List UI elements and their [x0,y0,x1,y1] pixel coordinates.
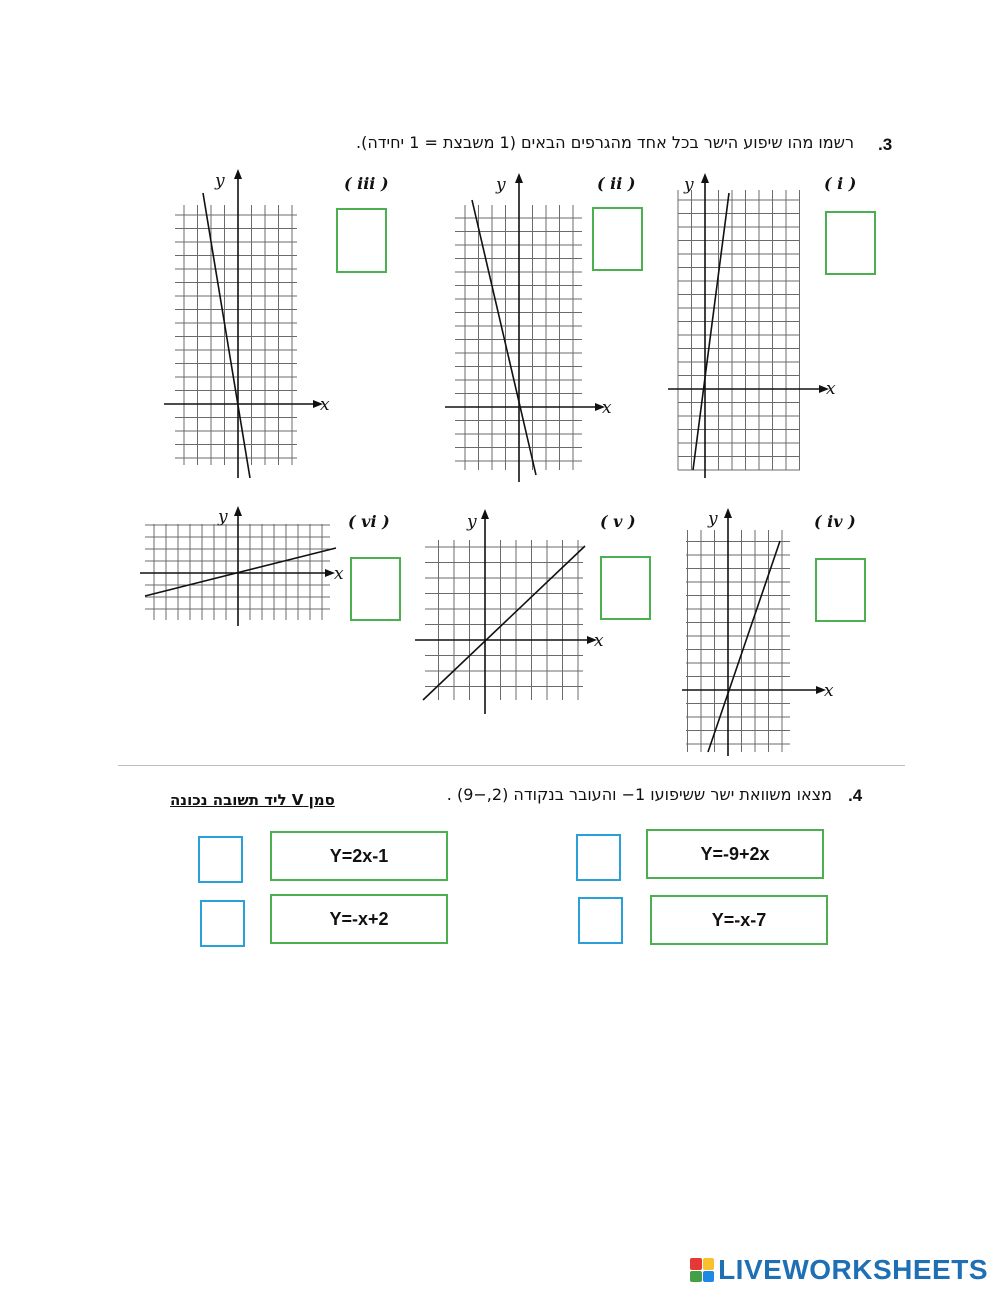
option-3-label: Y=-x-7 [650,895,828,945]
y-axis-label: y [218,507,228,527]
logo-text: LIVEWORKSHEETS [718,1254,988,1285]
checkbox-option-4[interactable] [200,900,245,947]
question-4-number: .4 [848,786,863,805]
x-axis-label: x [602,398,612,418]
graph-iii-label: ( iii ) [344,174,389,193]
x-axis-label: x [320,395,330,415]
option-4-label: Y=-x+2 [270,894,448,944]
question-4-text: מצאו משוואת ישר ששיפועו 1− והעובר בנקודה (2,−9) . [446,785,832,804]
question-3-text: רשמו מהו שיפוע הישר בכל אחד מהגרפים הבאים (1 משבצת = 1 יחידה). [355,133,854,152]
y-axis-label: y [684,175,694,195]
line-graph-i [693,193,729,470]
x-axis-label: x [826,379,836,399]
x-axis-label: x [594,631,604,651]
line-graph-iii [203,193,250,478]
graph-ii-label: ( ii ) [597,174,636,193]
y-axis-label: y [708,509,718,529]
line-graph-vi [145,548,336,596]
checkbox-option-1[interactable] [576,834,621,881]
logo-mark-icon [690,1258,714,1282]
line-graph-v [423,546,585,700]
checkbox-option-2[interactable] [198,836,243,883]
y-axis-arrow-icon [234,506,242,516]
liveworksheets-logo [690,1253,988,1287]
y-axis-label: y [496,175,506,195]
option-1-label: Y=-9+2x [646,829,824,879]
graph-vi-label: ( vi ) [348,512,390,531]
y-axis-arrow-icon [234,169,242,179]
option-2-label: Y=2x-1 [270,831,448,881]
graph-i-label: ( i ) [824,174,857,193]
x-axis-label: x [334,564,344,584]
y-axis-arrow-icon [724,508,732,518]
graph-v-label: ( v ) [600,512,636,531]
y-axis-arrow-icon [481,509,489,519]
checkbox-option-3[interactable] [578,897,623,944]
instruction-text: סמן V ליד תשובה נכונה [170,791,335,809]
x-axis-label: x [824,681,834,701]
line-graph-iv [708,541,780,752]
question-3-number: .3 [878,135,893,154]
graph-iv-label: ( iv ) [814,512,856,531]
section-divider [118,765,905,766]
y-axis-arrow-icon [701,173,709,183]
y-axis-arrow-icon [515,173,523,183]
y-axis-label: y [215,171,225,191]
y-axis-label: y [467,512,477,532]
